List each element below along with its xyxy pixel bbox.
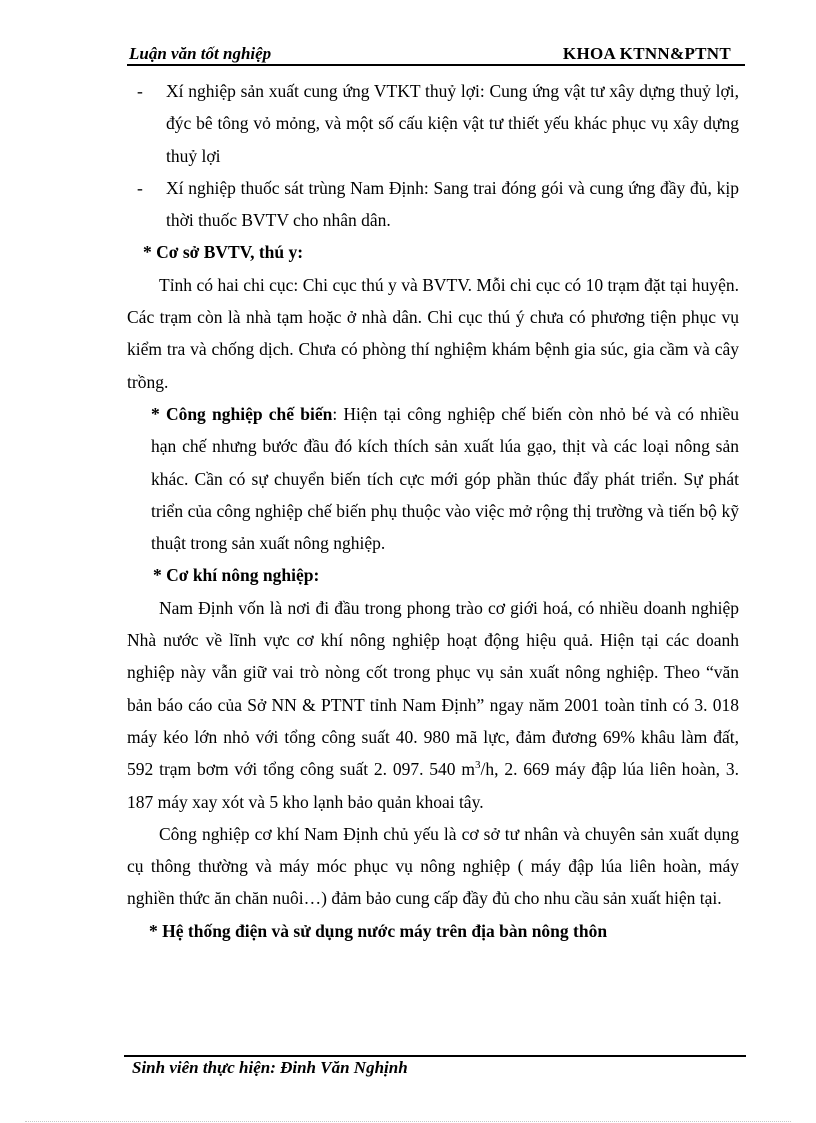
- page-footer: Sinh viên thực hiện: Đinh Văn Nghịnh: [132, 1058, 408, 1077]
- section-heading-co-khi: * Cơ khí nông nghiệp:: [153, 565, 320, 586]
- header-faculty-label: KHOA KTNN&PTNT: [562, 44, 731, 63]
- bullet-text: Xí nghiệp sản xuất cung ứng VTKT thuỷ lợi: Cung ứng vật tư xây dựng thuỷ lợi, đýc bê tông vỏ mỏng, và một số cấu kiện vật tư thiết yếu khác phục vụ xây dựng thuỷ lợi: [166, 81, 739, 166]
- paragraph-bvtv: Tỉnh có hai chi cục: Chi cục thú y và BVTV. Mỗi chi cục có 10 trạm đặt tại huyện. Các trạm còn là nhà tạm hoặc ở nhà dân. Chi cục thú ý chưa có phương tiện phục vụ kiểm tra và chống dịch. Chưa có phòng thí nghiệm khám bệnh gia súc, gia cầm và cây trồng.: [127, 274, 739, 392]
- section-heading-dien: * Hệ thống điện và sử dụng nước máy trên địa bàn nông thôn: [149, 920, 608, 941]
- bullet-item: [127, 172, 739, 237]
- paragraph-co-khi-2: Công nghiệp cơ khí Nam Định chủ yếu là cơ sở tư nhân và chuyên sản xuất dụng cụ thông thường và máy móc phục vụ nông nghiệp ( máy đập lúa liên hoàn, máy nghiền thức ăn chăn nuôi…) đảm bảo cung cấp đầy đủ cho nhu cầu sản xuất hiện tại.: [127, 823, 739, 909]
- footer-divider: [124, 1055, 746, 1057]
- bullet-text: Xí nghiệp thuốc sát trùng Nam Định: Sang trai đóng gói và cung ứng đầy đủ, kịp thời thuốc BVTV cho nhân dân.: [166, 177, 739, 231]
- section-heading-bvtv: * Cơ sở BVTV, thú y:: [143, 242, 304, 263]
- page-header: [127, 42, 745, 66]
- page-body: [127, 75, 739, 947]
- paragraph-co-khi: [127, 592, 739, 818]
- section-heading-cong-nghiep: * Công nghiệp chế biến: [151, 403, 333, 424]
- bullet-item: [127, 75, 739, 172]
- paragraph-co-khi-text-1: Nam Định vốn là nơi đi đầu trong phong trào cơ giới hoá, có nhiều doanh nghiệp Nhà nước về lĩnh vực cơ khí nông nghiệp hoạt động hiệu quả. Hiện tại các doanh nghiệp này vẫn giữ vai trò nòng cốt trong phục vụ sản xuất nông nghiệp. Theo “văn bản báo cáo của Sở NN & PTNT tỉnh Nam Định” ngay năm 2001 toàn tỉnh có 3. 018 máy kéo lớn nhỏ với tổng công suất 40. 980 mã lực, đảm đương 69% khâu làm đất, 592 trạm bơm với tổng công suất 2. 097. 540 m: [127, 597, 739, 780]
- bullet-dash: -: [137, 81, 143, 101]
- paragraph-cong-nghiep: [127, 398, 739, 559]
- header-thesis-label: Luận văn tốt nghiệp: [129, 44, 272, 63]
- page-edge-divider: [25, 1121, 791, 1122]
- bullet-dash: -: [137, 177, 143, 198]
- paragraph-co-khi-text-2: /h, 2. 669 máy đập lúa liên hoàn, 3. 187 máy xay xót và 5 kho lạnh bảo quản khoai tây.: [127, 759, 740, 812]
- paragraph-cong-nghiep-text: : Hiện tại công nghiệp chế biến còn nhỏ bé và có nhiều hạn chế nhưng bước đầu đó kích thích sản xuất lúa gạo, thịt và các loại nông sản khác. Cần có sự chuyển biến tích cực mới góp phần thúc đẩy phát triển. Sự phát triển của công nghiệp chế biến phụ thuộc vào việc mở rộng thị trường và tiến bộ kỹ thuật trong sản xuất nông nghiệp.: [151, 403, 739, 554]
- unit-superscript: 3: [475, 759, 481, 772]
